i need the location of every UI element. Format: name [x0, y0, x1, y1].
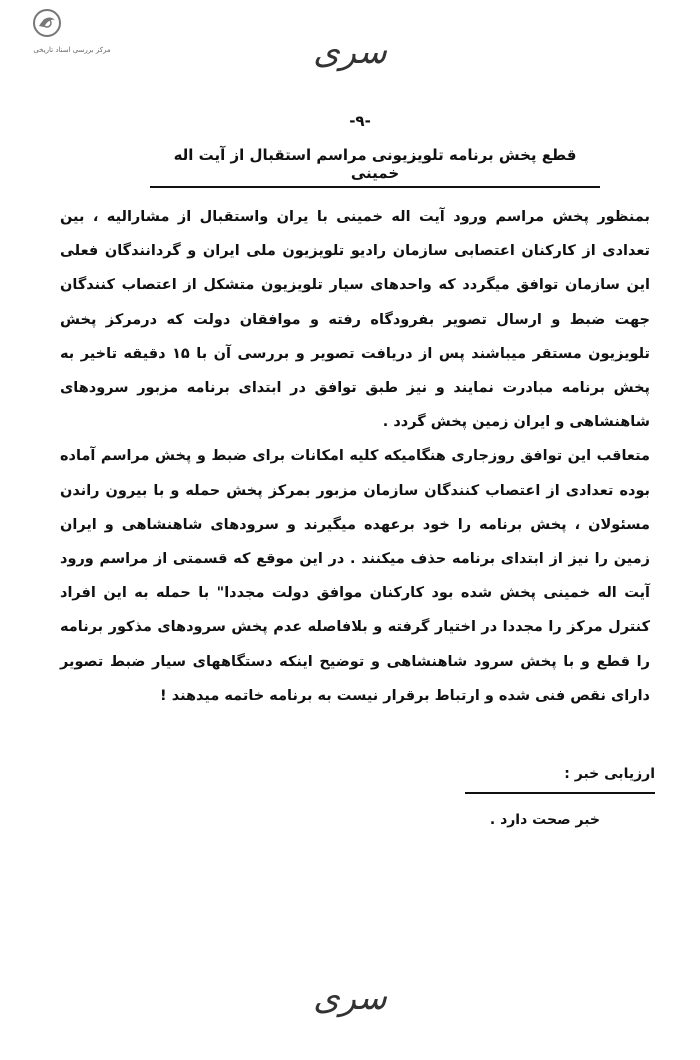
- classification-stamp-top: سری: [313, 32, 387, 72]
- evaluation-label: ارزیابی خبر :: [564, 766, 655, 782]
- paragraph: متعاقب این توافق روزجاری هنگامیکه کلیه امکانات برای ضبط و پخش مراسم آماده بوده تعدادی از اعتصاب کنندگان سازمان مزبور بمرکز پخش حمله و با بیرون راندن مسئولان ، پخش برنامه را خود برعهده میگیرند و سرودهای شاهنشاهی و ایران زمین را نیز از ابتدای برنامه حذف میکنند . در این موقع که قسمتی از مراسم ورود آیت اله خمینی پخش شده بود کارکنان موافق دولت مجددا" با حمله به این افراد کنترل مرکز را مجددا در اختیار گرفته و بلافاصله عدم پخش سرودهای مذکور برنامه را قطع و با پخش سرود شاهنشاهی و توضیح اینکه دستگاههای سیار ضبط تصویر دارای نقص فنی شده و ارتباط برقرار نیست به برنامه خاتمه میدهند !: [60, 448, 650, 704]
- watermark-text: مرکز بررسی اسناد تاریخی: [33, 46, 111, 54]
- report-body: [60, 200, 650, 713]
- document-title: قطع پخش برنامه تلویزیونی مراسم استقبال از آیت اله خمینی: [150, 146, 600, 188]
- archive-logo: [10, 6, 140, 66]
- paragraph: بمنظور پخش مراسم ورود آیت اله خمینی با یران واستقبال از مشارالیه ، بین تعدادی از کارکنان اعتصابی سازمان رادیو تلویزیون ملی ایران و گردانندگان فعلی این سازمان توافق میگردد که واحدهای سیار تلویزیون متشکل از اعتصاب کنندگان جهت ضبط و ارسال تصویر بفرودگاه رفته و موافقان دولت که درمرکز پخش تلویزیون مستقر میباشند پس از دریافت تصویر و بررسی آن با ۱۵ دقیقه تاخیر به پخش برنامه مبادرت نمایند و نیز طبق توافق در ابتدای برنامه مزبور سرودهای شاهنشاهی و ایران زمین پخش گردد .: [60, 209, 650, 431]
- classification-stamp-bottom: سری: [313, 978, 387, 1018]
- evaluation-underline: [465, 792, 655, 794]
- document-number: -۹-: [349, 112, 371, 130]
- archive-emblem-icon: [32, 8, 62, 38]
- evaluation-value: خبر صحت دارد .: [489, 812, 600, 828]
